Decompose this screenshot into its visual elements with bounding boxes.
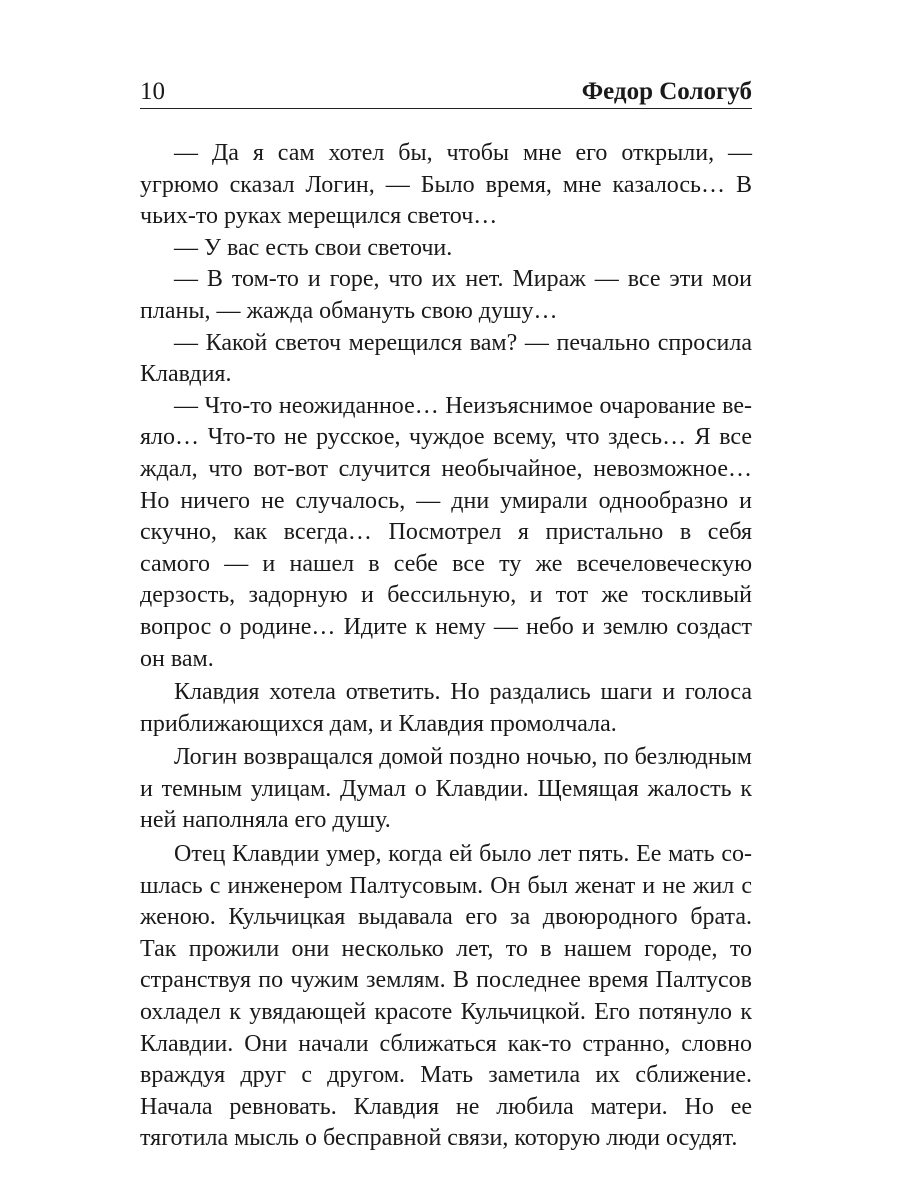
running-header: [140, 74, 752, 109]
paragraph: Клавдия хотела ответить. Но раздались шаги и голоса приближающихся дам, и Клавдия промолчала.: [140, 679, 752, 737]
paragraph: — Какой светоч мерещился вам? — печально спросила Клавдия.: [140, 329, 752, 388]
author-name: Федор Сологуб: [581, 78, 752, 105]
page-number: 10: [140, 78, 165, 105]
body-text: [140, 138, 752, 1155]
paragraph: — Что-то неожиданное… Неизъяснимое очарование веяло… Что-то не русское, чуждое всему, что здесь… Я все ждал, что вот-вот случится необычайное, невозможное… Но ничего не случалось, — дни умирали однообразно и скучно, как всегда… Посмотрел я пристально в себя самого — и нашел в себе все ту же всечеловеческую дерзость, задорную и бессильную, и тот же тоскливый вопрос о родине… Идите к нему — небо и землю создаст он вам.: [140, 392, 752, 672]
paragraph: Логин возвращался домой поздно ночью, по безлюдным и темным улицам. Думал о Клавдии. Щемящая жалость к ней наполняла его душу.: [140, 744, 752, 834]
paragraph: — В том-то и горе, что их нет. Мираж — все эти мои планы, — жажда обмануть свою душу…: [140, 266, 752, 324]
paragraph: — Да я сам хотел бы, чтобы мне его открыли, — угрюмо сказал Логин, — Было время, мне казалось… В чьих-то руках мерещился светоч…: [140, 140, 752, 230]
paragraph: — У вас есть свои светочи.: [174, 234, 453, 261]
paragraph: Отец Клавдии умер, когда ей было лет пять. Ее мать сошлась с инженером Палтусовым. Он был женат и не жил с женою. Кульчицкая выдавала его за двоюродного брата. Так прожили они несколько лет, то в нашем городе, то странствуя по чужим землям. В последнее время Палтусов охладел к увядающей красоте Кульчицкой. Его потянуло к Клавдии. Они начали сближаться как-то странно, словно враждуя друг с другом. Мать заметила их сближение. Начала ревновать. Клавдия не любила матери. Но ее тяготила мысль о бесправной связи, которую люди осудят.: [140, 841, 752, 1152]
